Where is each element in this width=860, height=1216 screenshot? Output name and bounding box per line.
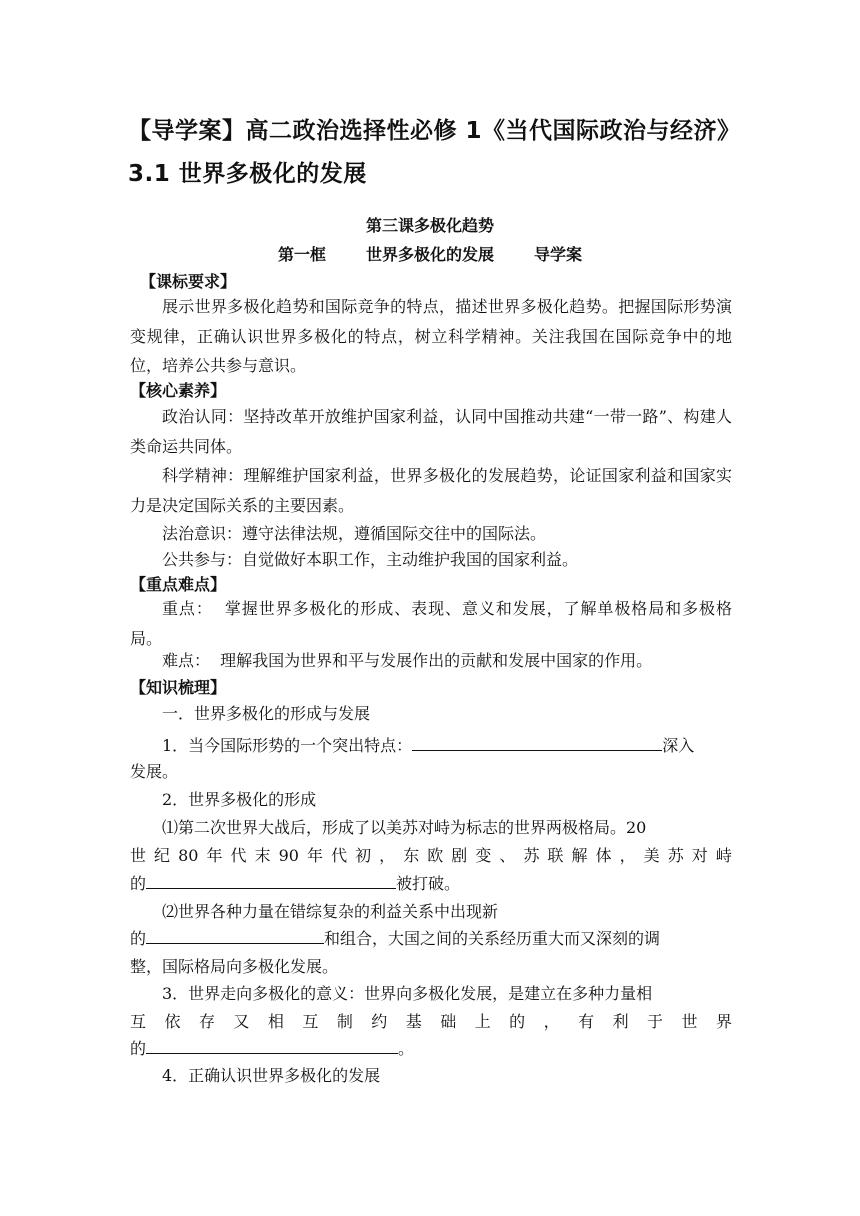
justified-char: 体 (595, 846, 612, 865)
focus-text: 重点： 掌握世界多极化的形成、表现、意义和发展，了解单极格局和多极格局。 (130, 599, 732, 648)
justified-char: 互 (302, 1012, 319, 1031)
justified-char: 、 (499, 846, 516, 865)
knowledge-heading: 【知识梳理】 (130, 678, 227, 697)
justified-char: 约 (371, 1012, 388, 1031)
question-4: 4．正确认识世界多极化的发展 (162, 1066, 381, 1085)
literacy-item: 法治意识：遵守法律法规，遵循国际交往中的国际法。 (162, 524, 547, 543)
justified-char: 年 (307, 846, 324, 865)
keypoints-heading: 【重点难点】 (130, 575, 227, 594)
question-3-end-before: 的 (130, 1039, 147, 1058)
question-2-2-cont: 整，国际格局向多极化发展。 (130, 957, 339, 976)
fill-blank[interactable] (146, 1036, 398, 1054)
difficulty-text: 难点： 理解我国为世界和平与发展作出的贡献和发展中国家的作用。 (162, 651, 653, 670)
justified-char: 又 (233, 1012, 250, 1031)
literacy-heading: 【核心素养】 (130, 381, 227, 400)
question-1-cont: 发展。 (130, 762, 179, 781)
justified-char: 年 (206, 846, 223, 865)
justified-char: 欧 (427, 846, 444, 865)
lesson-type: 导学案 (534, 245, 583, 264)
question-3: 3．世界走向多极化的意义：世界向多极化发展，是建立在多种力量相 (162, 984, 653, 1003)
justified-char: 末 (254, 846, 271, 865)
question-2-2-end (130, 924, 732, 954)
justified-char: 的 (509, 1012, 526, 1031)
literacy-item: 政治认同：坚持改革开放维护国家利益，认同中国推动共建“一带一路”、构建人类命运共同体。 (130, 407, 732, 456)
justified-char: 纪 (154, 846, 171, 865)
justified-char: 剧 (451, 846, 468, 865)
document-title: 【导学案】高二政治选择性必修 1《当代国际政治与经济》3.1 世界多极化的发展 (128, 118, 730, 187)
literacy-item: 科学精神：理解维护国家利益，世界多极化的发展趋势，论证国家利益和国家实力是决定国际关系的主要因素。 (130, 466, 732, 515)
question-2-1: ⑴第二次世界大战后，形成了以美苏对峙为标志的世界两极格局。20 (162, 818, 647, 837)
curriculum-heading: 【课标要求】 (140, 272, 237, 291)
justified-char: 世 (681, 1012, 698, 1031)
justified-char: 变 (475, 846, 492, 865)
justified-char: 解 (571, 846, 588, 865)
lesson-heading: 第三课多极化趋势 (365, 216, 494, 235)
question-2-1-cont (130, 841, 732, 871)
question-2-2-end-after: 和组合，大国之间的关系经历重大而又深刻的调 (324, 929, 661, 948)
justified-char: 对 (691, 846, 708, 865)
justified-char: ， (619, 846, 636, 865)
justified-char: 依 (164, 1012, 181, 1031)
question-3-end-after: 。 (398, 1039, 415, 1058)
lesson-subheading (0, 243, 860, 267)
justified-char: 苏 (667, 846, 684, 865)
justified-char: 初 (355, 846, 372, 865)
justified-char: 90 (278, 846, 299, 865)
question-2-1-end (130, 869, 732, 899)
section-heading: 一．世界多极化的形成与发展 (162, 704, 371, 723)
justified-char: 互 (130, 1012, 147, 1031)
justified-char: 相 (267, 1012, 284, 1031)
justified-char: 制 (336, 1012, 353, 1031)
justified-char: 峙 (715, 846, 732, 865)
question-1-after: 深入 (662, 736, 695, 755)
question-2: 2．世界多极化的形成 (162, 790, 317, 809)
justified-char: 存 (198, 1012, 215, 1031)
fill-blank[interactable] (146, 871, 396, 889)
justified-char: 于 (647, 1012, 664, 1031)
question-2-1-end-after: 被打破。 (396, 874, 461, 893)
justified-char: 础 (440, 1012, 457, 1031)
lesson-frame: 第一框 (277, 245, 326, 264)
justified-char: ， (379, 846, 396, 865)
question-2-2-end-before: 的 (130, 929, 147, 948)
justified-char: 80 (178, 846, 199, 865)
question-2-2: ⑵世界各种力量在错综复杂的利益关系中出现新 (162, 902, 499, 921)
question-2-1-end-before: 的 (130, 874, 147, 893)
question-1-text: 1．当今国际形势的一个突出特点： (162, 736, 413, 755)
justified-char: 苏 (523, 846, 540, 865)
fill-blank[interactable] (146, 926, 324, 944)
justified-char: 东 (403, 846, 420, 865)
literacy-item: 公共参与：自觉做好本职工作，主动维护我国的国家利益。 (162, 550, 579, 569)
justified-char: 联 (547, 846, 564, 865)
justified-char: 利 (612, 1012, 629, 1031)
justified-char: ， (543, 1012, 560, 1031)
lesson-section: 世界多极化的发展 (365, 245, 494, 264)
fill-blank[interactable] (412, 733, 662, 751)
justified-char: 代 (230, 846, 247, 865)
justified-char: 上 (474, 1012, 491, 1031)
curriculum-text: 展示世界多极化趋势和国际竞争的特点，描述世界多极化趋势。把握国际形势演变规律，正确认识世界多极化的特点，树立科学精神。关注我国在国际竞争中的地位，培养公共参与意识。 (130, 297, 732, 375)
justified-char: 有 (578, 1012, 595, 1031)
question-3-end (130, 1034, 732, 1064)
justified-char: 界 (715, 1012, 732, 1031)
justified-char: 世 (130, 846, 147, 865)
justified-char: 美 (643, 846, 660, 865)
justified-char: 基 (405, 1012, 422, 1031)
justified-char: 代 (331, 846, 348, 865)
question-3-cont (130, 1007, 732, 1037)
